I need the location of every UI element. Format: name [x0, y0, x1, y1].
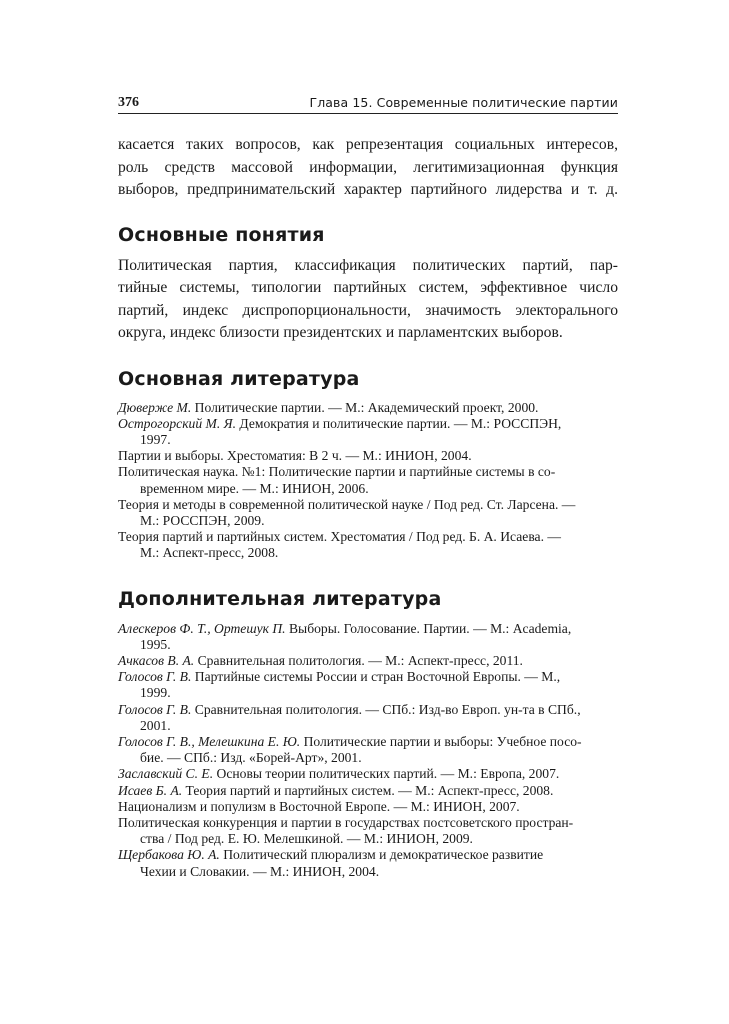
list-item: Заславский С. Е. Основы теории политических партий. — М.: Европа, 2007. — [118, 766, 560, 782]
list-item: Политическая конкуренция и партии в государствах постсоветского простран- ства / Под ред. Е. Ю. Мелешкиной. — М.: ИНИОН, 2009. — [118, 814, 574, 847]
list-item: Ачкасов В. А. Сравнительная политология. — М.: Аспект-пресс, 2011. — [118, 652, 523, 668]
list-item: Алескеров Ф. Т., Ортешук П. Выборы. Голосование. Партии. — М.: Academia, 1995. — [118, 620, 572, 652]
text-line: Политическая партия, классификация политических партий, пар- — [118, 256, 618, 274]
text-line: округа, индекс близости президентских и парламентских выборов. — [118, 324, 563, 341]
main-literature-list — [118, 400, 618, 562]
list-item: Исаев Б. А. Теория партий и партийных систем. — М.: Аспект-пресс, 2008. — [118, 782, 554, 798]
text-line: касается таких вопросов, как репрезентация социальных интересов, — [118, 136, 618, 153]
list-item: Дюверже М. Политические партии. — М.: Академический проект, 2000. — [118, 399, 539, 415]
text-line: тийные системы, типологии партийных систем, эффективное число — [118, 279, 618, 296]
list-item: Национализм и популизм в Восточной Европе. — М.: ИНИОН, 2007. — [118, 798, 520, 814]
main-literature-heading: Основная литература — [118, 367, 360, 390]
list-item: Щербакова Ю. А. Политический плюрализм и демократическое развитие Чехии и Словакии. — М.: ИНИОН, 2004. — [118, 847, 544, 879]
list-item: Партии и выборы. Хрестоматия: В 2 ч. — М.: ИНИОН, 2004. — [118, 448, 472, 464]
list-item: Голосов Г. В. Сравнительная политология. — СПб.: Изд-во Европ. ун-та в СПб., 2001. — [118, 701, 581, 733]
intro-paragraph — [118, 134, 618, 202]
text-line: выборов, предпринимательский характер партийного лидерства и т. д. — [118, 181, 618, 198]
list-item: Голосов Г. В., Мелешкина Е. Ю. Политические партии и выборы: Учебное посо- бие. — СПб.: Изд. «Борей-Арт», 2001. — [118, 733, 582, 766]
list-item: Острогорский М. Я. Демократия и политические партии. — М.: РОССПЭН, 1997. — [118, 415, 562, 447]
list-item: Голосов Г. В. Партийные системы России и стран Восточной Европы. — М., 1999. — [118, 669, 561, 701]
running-header — [118, 91, 618, 114]
concepts-heading: Основные понятия — [118, 223, 325, 246]
list-item: Теория и методы в современной политической науке / Под ред. Ст. Ларсена. — М.: РОССПЭН, 2009. — [118, 496, 576, 528]
text-line: партий, индекс диспропорциональности, значимость электорального — [118, 301, 618, 319]
extra-literature-list — [118, 621, 618, 880]
page-number: 376 — [118, 95, 139, 110]
list-item: Политическая наука. №1: Политические партии и партийные системы в со- временном мире. — М.: ИНИОН, 2006. — [118, 464, 556, 496]
chapter-title: Глава 15. Современные политические партии — [309, 95, 618, 110]
book-page — [118, 91, 618, 880]
extra-literature-heading: Дополнительная литература — [118, 587, 442, 610]
text-line: роль средств массовой информации, легитимизационная функция — [118, 158, 618, 176]
list-item: Теория партий и партийных систем. Хрестоматия / Под ред. Б. А. Исаева. — М.: Аспект-пресс, 2008. — [118, 529, 561, 561]
concepts-paragraph — [118, 255, 618, 345]
